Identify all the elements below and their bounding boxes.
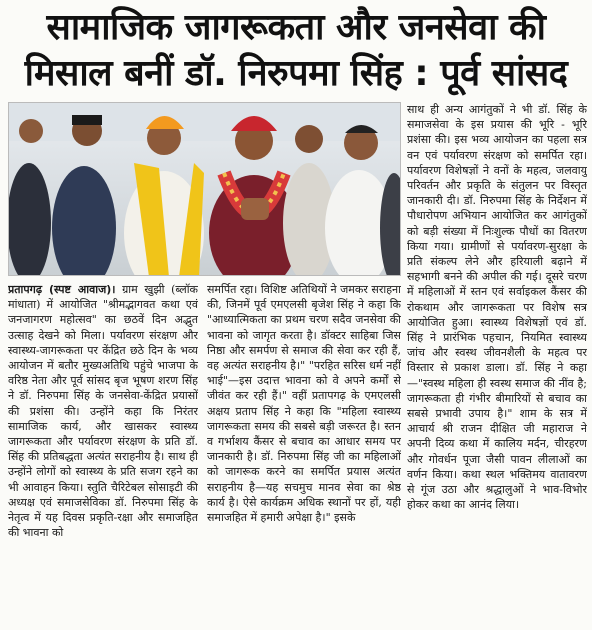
article-column-2: समर्पित रहा। विशिष्ट अतिथियों ने जमकर सराहना की, जिनमें पूर्व एमएलसी बृजेश सिंह ने कहा कि "आध्यात्मिकता का प्रथम चरण सदैव जनसेवा की भावना को जागृत करता है। डॉक्टर साहिबा जिस निष्ठा और समर्पण से समाज की सेवा कर रही हैं, वह अत्यंत सराहनीय है।" "परहित सरिस धर्म नहीं भाई"—इस उदात्त भावना को वे अपने कर्मों से जीवंत कर रही हैं।" वहीं प्रतापगढ़ के एमएलसी अक्षय प्रताप सिंह ने कहा कि "महिला स्वास्थ्य जागरूकता समय की सबसे बड़ी जरूरत है। स्तन व गर्भाशय कैंसर से बचाव का आधार समय पर जानकारी है। डॉ. निरुपमा सिंह जी का महिलाओं को जागरूक करने का समर्पित प्रयास अत्यंत सराहनीय है—यह सचमुच मानव सेवा का श्रेष्ठ कार्य है। ऐसे कार्यक्रम अधिक स्थानों पर हों, यही समाजहित में हमारी अपेक्षा है।" इसके [207,283,401,525]
headline-line-1: सामाजिक जागरूकता और जनसेवा की [46,7,546,48]
event-photo [8,102,401,276]
headline-line-2: मिसाल बनीं डॉ. निरुपमा सिंह : पूर्व सांसद [24,53,568,94]
article-column-3: साथ ही अन्य आगंतुकों ने भी डॉ. सिंह के समाजसेवा के इस प्रयास की भूरि - भूरि प्रशंसा की। इस भव्य आयोजन का पहला सत्र वन एवं पर्यावरण संरक्षण को समर्पित रहा। पर्यावरण विशेषज्ञों ने वनों के महत्व, जलवायु परिवर्तन और प्रकृति के संतुलन पर विस्तृत जानकारी दी। डॉ. निरुपमा सिंह के निर्देशन में पौधारोपण अभियान आयोजित कर आगंतुकों को बड़ी संख्या में निःशुल्क पौधों का वितरण किया गया। ग्रामीणों से पर्यावरण-सुरक्षा के प्रति संकल्प लेने और हरियाली बढ़ाने में सहभागी बनने की अपील की गई। दूसरे चरण में महिलाओं में स्तन एवं सर्वाइकल कैंसर की रोकथाम और जागरूकता पर विशेष सत्र आयोजित हुआ। स्वास्थ्य विशेषज्ञों एवं डॉ. सिंह ने प्रारंभिक पहचान, नियमित स्वास्थ्य जांच और स्वस्थ जीवनशैली के महत्व पर विस्तार से प्रकाश डाला। डॉ. सिंह ने कहा—"स्वस्थ महिला ही स्वस्थ समाज की नींव है; जागरूकता ही गंभीर बीमारियों से बचाव का सबसे प्रभावी उपाय है।" शाम के सत्र में आचार्य श्री राजन दीक्षित जी महाराज ने अपनी दिव्य कथा में कालिय मर्दन, चीरहरण और गोवर्धन पूजा जैसी पावन लीलाओं का वर्णन किया। कथा स्थल भक्तिमय वातावरण से गूंज उठा और श्रद्धालुओं ने भाव-विभोर होकर कथा का आनंद लिया। [407,103,587,512]
article-dateline: प्रतापगढ़ (स्पष्ट आवाज)। [8,283,116,296]
article-column-1 [8,282,198,626]
column-1-text: ग्राम खुझी (ब्लॉक मांधाता) में आयोजित "श्रीमद्भागवत कथा एवं जनजागरण महोत्सव" का छठवें दिन अद्भुत उत्साह देखने को मिला। पर्यावरण संरक्षण और स्वास्थ्य-जागरूकता पर केंद्रित छठे दिन के भव्य आयोजन में बतौर मुख्यअतिथि पहुंचे भाजपा के वरिष्ठ नेता और पूर्व सांसद बृज भूषण शरण सिंह ने डॉ. निरुपमा सिंह के जनसेवा-केंद्रित प्रयासों की प्रशंसा की। उन्होंने कहा कि निरंतर सामाजिक कार्य, और खासकर स्वास्थ्य जागरूकता और पर्यावरण संरक्षण के प्रति डॉ. सिंह की प्रतिबद्धता अत्यंत सराहनीय है। साथ ही उन्होंने लोगों को स्वास्थ्य के प्रति सजग रहने का भी आवाहन किया। स्तुति चैरिटेबल सोसाइटी की अध्यक्ष एवं समाजसेविका डॉ. निरुपमा सिंह के नेतृत्व में यह दिवस प्रकृति-रक्षा और समाजहित की भावना को [8,283,198,540]
